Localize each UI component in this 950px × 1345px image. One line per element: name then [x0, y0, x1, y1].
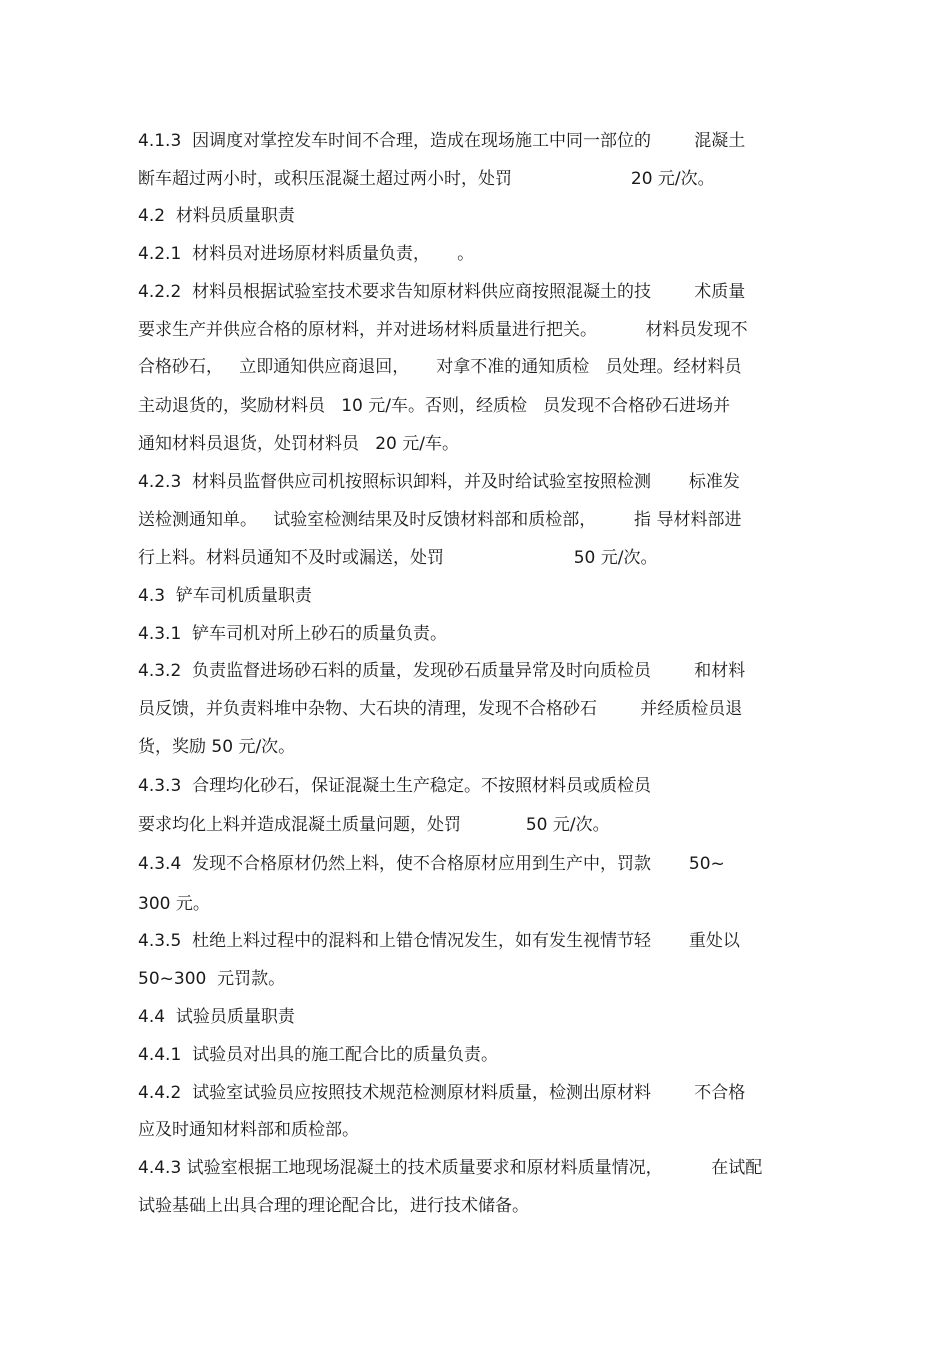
text-line: 4.4.1 试验员对出具的施工配合比的质量负责。: [138, 1045, 499, 1065]
text-line: 4.1.3 因调度对掌控发车时间不合理，造成在现场施工中同一部位的 混凝土: [138, 131, 746, 151]
section-heading: 4.3 铲车司机质量职责: [138, 586, 312, 606]
text-line: 送检测通知单。 试验室检测结果及时反馈材料部和质检部， 指 导材料部进: [138, 510, 742, 530]
text-line: 员反馈，并负责料堆中杂物、大石块的清理，发现不合格砂石 并经质检员退: [138, 699, 743, 719]
text-line: 4.4.2 试验室试验员应按照技术规范检测原材料质量，检测出原材料 不合格: [138, 1083, 746, 1103]
text-line: 50~300 元罚款。: [138, 969, 286, 989]
text-line: 4.3.3 合理均化砂石，保证混凝土生产稳定。不按照材料员或质检员: [138, 776, 652, 796]
text-line: 行上料。材料员通知不及时或漏送，处罚 50 元/次。: [138, 548, 658, 568]
text-line: 应及时通知材料部和质检部。: [138, 1120, 359, 1140]
section-heading: 4.2 材料员质量职责: [138, 206, 295, 226]
section-heading: 4.4 试验员质量职责: [138, 1007, 295, 1027]
text-line: 主动退货的，奖励材料员 10 元/车。否则，经质检 员发现不合格砂石进场并: [138, 396, 731, 416]
text-line: 4.3.4 发现不合格原材仍然上料，使不合格原材应用到生产中，罚款 50~: [138, 854, 725, 874]
text-line: 货，奖励 50 元/次。: [138, 737, 296, 757]
text-line: 试验基础上出具合理的理论配合比，进行技术储备。: [138, 1196, 529, 1216]
text-line: 要求均化上料并造成混凝土质量问题，处罚 50 元/次。: [138, 815, 610, 835]
text-line: 4.3.2 负责监督进场砂石料的质量，发现砂石质量异常及时向质检员 和材料: [138, 661, 746, 681]
text-line: 要求生产并供应合格的原材料，并对进场材料质量进行把关。 材料员发现不: [138, 320, 748, 340]
text-line: 4.3.1 铲车司机对所上砂石的质量负责。: [138, 624, 448, 644]
text-line: 合格砂石， 立即通知供应商退回， 对拿不准的通知质检 员处理。经材料员: [138, 357, 742, 377]
text-line: 4.2.1 材料员对进场原材料质量负责， 。: [138, 244, 475, 264]
text-line: 4.4.3 试验室根据工地现场混凝土的技术质量要求和原材料质量情况， 在试配: [138, 1158, 763, 1178]
text-line: 4.2.2 材料员根据试验室技术要求告知原材料供应商按照混凝土的技 术质量: [138, 282, 746, 302]
text-line: 4.2.3 材料员监督供应司机按照标识卸料，并及时给试验室按照检测 标准发: [138, 472, 740, 492]
text-line: 断车超过两小时，或积压混凝土超过两小时，处罚 20 元/次。: [138, 169, 715, 189]
text-line: 300 元。: [138, 894, 210, 914]
text-line: 通知材料员退货，处罚材料员 20 元/车。: [138, 434, 459, 454]
text-line: 4.3.5 杜绝上料过程中的混料和上错仓情况发生，如有发生视情节轻 重处以: [138, 931, 740, 951]
